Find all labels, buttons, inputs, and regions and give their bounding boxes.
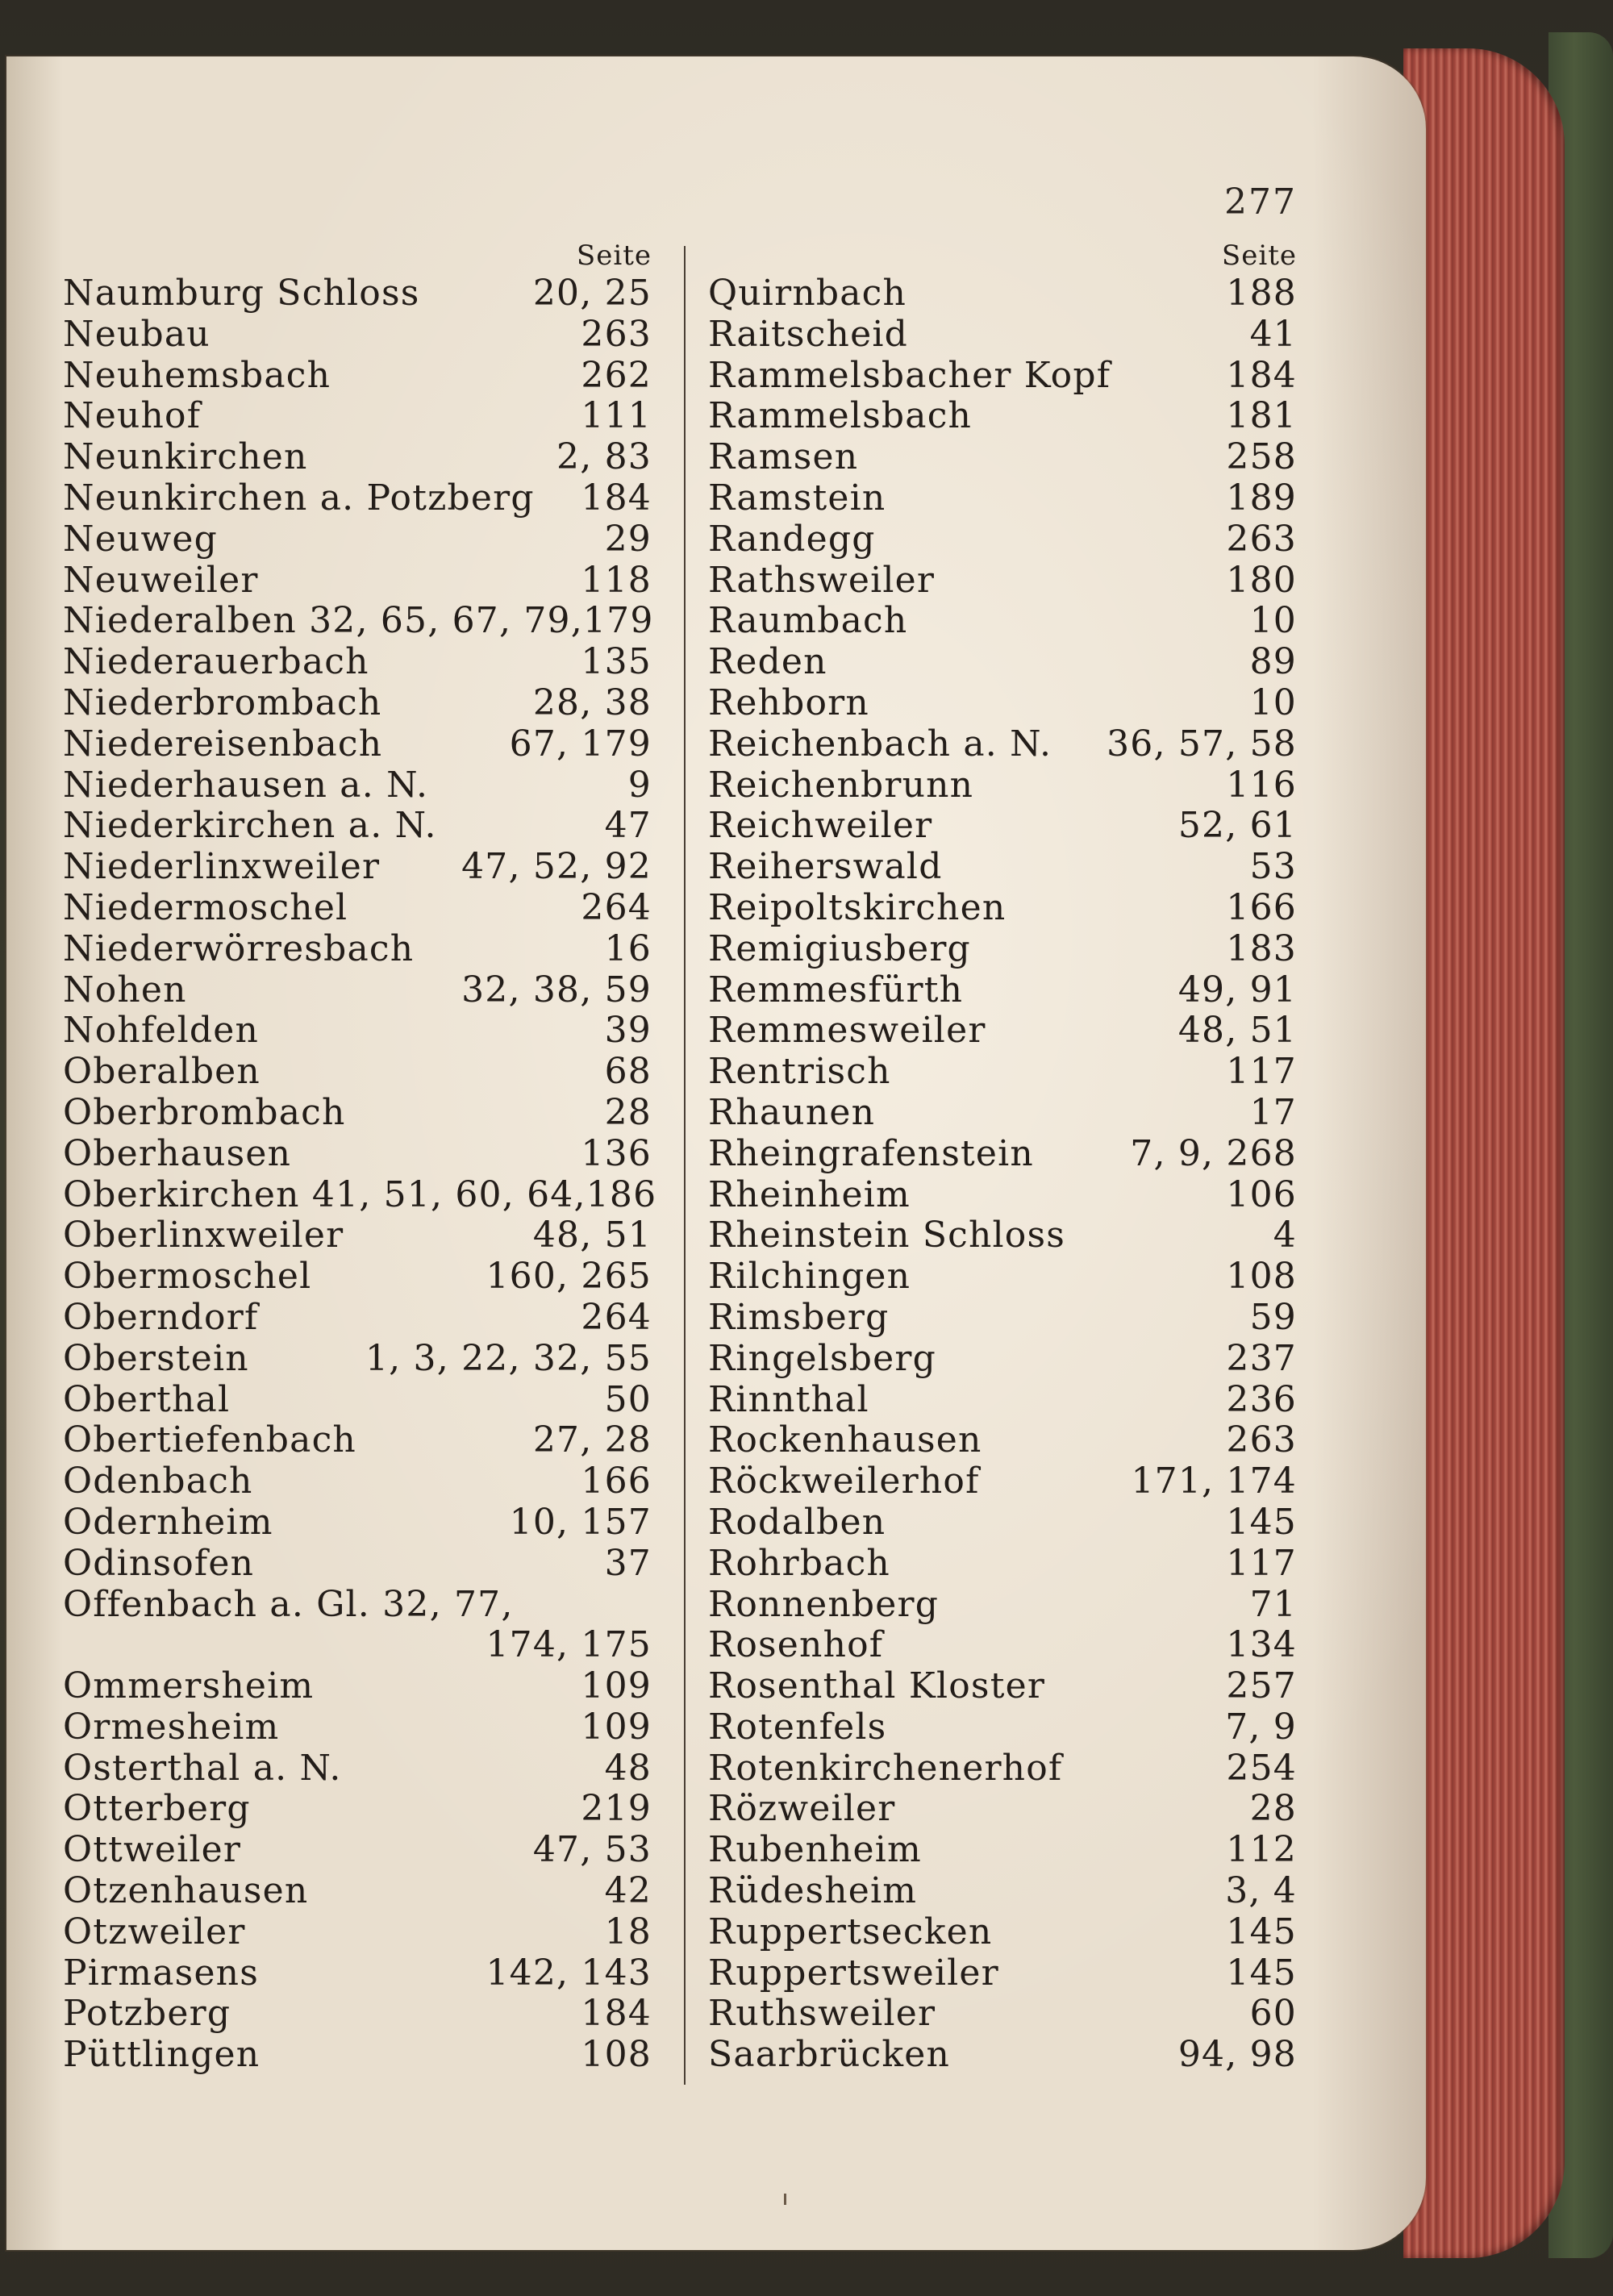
entry-name: Ottweiler (63, 1829, 242, 1871)
index-entry (708, 273, 1297, 315)
entry-pages: 67, 179 (509, 723, 652, 765)
page-mark (784, 2194, 786, 2205)
index-entry (63, 1994, 652, 2035)
entry-pages: 181 (1226, 395, 1297, 437)
index-entry (708, 1339, 1297, 1380)
entry-pages: 183 (1226, 927, 1297, 969)
index-entry (708, 2035, 1297, 2076)
entry-name: Ruppertsecken (708, 1911, 993, 1952)
entry-pages: 134 (1226, 1624, 1297, 1666)
index-entry (63, 560, 652, 602)
entry-name: Rheinstein Schloss (708, 1215, 1066, 1256)
index-entry (708, 1544, 1297, 1585)
entry-name: Niederhausen a. N. (63, 764, 429, 806)
index-entry (63, 765, 652, 806)
index-entry (708, 1585, 1297, 1626)
index-entry (708, 1871, 1297, 1912)
entry-pages: 188 (1226, 273, 1297, 314)
entry-name: Ronnenberg (708, 1583, 940, 1625)
index-entry (63, 1625, 652, 1666)
entry-name: Niedereisenbach (63, 723, 383, 765)
index-entry (708, 1625, 1297, 1666)
entry-pages: 263 (581, 313, 652, 355)
entry-name: Rehborn (708, 681, 869, 723)
entry-pages: 68 (604, 1051, 652, 1093)
entry-name: Randegg (708, 518, 876, 560)
entry-pages: 117 (1226, 1542, 1297, 1584)
right-column-header: Seite (1221, 240, 1297, 272)
entry-name: Ormesheim (63, 1706, 280, 1748)
entry-pages: 264 (581, 1296, 652, 1338)
entry-pages: 109 (581, 1706, 652, 1748)
entry-name: Ramsen (708, 436, 859, 478)
entry-name: Neunkirchen (63, 436, 308, 478)
index-entry (708, 560, 1297, 602)
entry-pages: 174, 175 (486, 1624, 652, 1666)
entry-name: Röckweilerhof (708, 1461, 980, 1502)
entry-pages: 112 (1226, 1829, 1297, 1871)
index-entry (63, 1707, 652, 1748)
entry-pages: 184 (581, 1993, 652, 2035)
entry-pages: 145 (1226, 1501, 1297, 1543)
entry-name: Oberkirchen 41, 51, 60, 64, (63, 1173, 586, 1215)
index-entry (63, 519, 652, 560)
entry-pages: 4 (1273, 1215, 1297, 1256)
entry-pages: 17 (1249, 1091, 1297, 1133)
entry-pages: 180 (1226, 559, 1297, 601)
entry-name: Rimsberg (708, 1296, 890, 1338)
index-entry (63, 1953, 652, 1994)
entry-name: Otzenhausen (63, 1870, 309, 1912)
entry-name: Odernheim (63, 1501, 273, 1543)
left-column (63, 238, 657, 2076)
index-entry (63, 1871, 652, 1912)
index-entry (63, 601, 652, 642)
index-entry (708, 1093, 1297, 1134)
index-entry (708, 642, 1297, 683)
entry-name: Niederlinxweiler (63, 846, 381, 888)
entry-name: Niederalben 32, 65, 67, 79, (63, 600, 583, 642)
index-entry (708, 765, 1297, 806)
entry-name: Rilchingen (708, 1256, 911, 1298)
column-divider (684, 246, 686, 2085)
index-entry (708, 1912, 1297, 1953)
entry-pages: 39 (604, 1010, 652, 1052)
entry-name: Niederauerbach (63, 641, 369, 683)
left-column-header: Seite (576, 240, 652, 272)
index-entry (708, 1994, 1297, 2035)
entry-pages: 10 (1249, 600, 1297, 642)
index-entry (708, 1380, 1297, 1421)
entry-name: Oberalben (63, 1051, 260, 1093)
entry-pages: 48 (604, 1747, 652, 1789)
index-entry (63, 1215, 652, 1256)
entry-pages: 9 (627, 764, 652, 806)
index-entry (63, 888, 652, 929)
entry-name: Oberthal (63, 1378, 231, 1420)
entry-name: Rubenheim (708, 1829, 922, 1871)
entry-name: Niedermoschel (63, 886, 348, 928)
index-entry (708, 396, 1297, 437)
entry-pages: 254 (1226, 1747, 1297, 1789)
index-entry (63, 478, 652, 519)
entry-name: Reiherswald (708, 846, 943, 888)
index-entry (63, 1052, 652, 1093)
index-entry (63, 1380, 652, 1421)
entry-name: Niederbrombach (63, 681, 382, 723)
index-entry (708, 1256, 1297, 1298)
entry-pages: 262 (581, 354, 652, 396)
index-entry (708, 888, 1297, 929)
index-entry (63, 642, 652, 683)
entry-name: Rinnthal (708, 1378, 869, 1420)
entry-pages: 145 (1226, 1952, 1297, 1994)
entry-pages: 41 (1249, 313, 1297, 355)
entry-name: Saarbrücken (708, 2034, 951, 2076)
index-entry (63, 1789, 652, 1830)
entry-name: Raumbach (708, 600, 908, 642)
index-entry (708, 1461, 1297, 1502)
entry-name: Naumburg Schloss (63, 273, 420, 314)
entry-pages: 7, 9 (1225, 1706, 1297, 1748)
index-entry (708, 1666, 1297, 1707)
entry-name: Rammelsbacher Kopf (708, 354, 1111, 396)
entry-name: Ringelsberg (708, 1337, 937, 1379)
right-entries-list (708, 273, 1297, 2076)
index-entry (63, 1134, 652, 1175)
index-entry (63, 1666, 652, 1707)
index-entry (708, 519, 1297, 560)
entry-pages: 117 (1226, 1051, 1297, 1093)
entry-pages: 237 (1226, 1337, 1297, 1379)
index-entry (63, 1461, 652, 1502)
entry-name: Rathsweiler (708, 559, 936, 601)
index-entry (708, 929, 1297, 970)
entry-name: Neuweg (63, 518, 218, 560)
entry-name: Ramstein (708, 477, 886, 519)
entry-name: Raitscheid (708, 313, 908, 355)
right-column (708, 238, 1297, 2076)
entry-name: Pirmasens (63, 1952, 260, 1994)
entry-pages: 47, 52, 92 (461, 846, 652, 888)
entry-pages: 111 (581, 395, 652, 437)
entry-name: Nohfelden (63, 1010, 260, 1052)
index-entry (708, 847, 1297, 888)
left-entries-list (63, 273, 657, 2076)
entry-name: Rosenthal Kloster (708, 1665, 1046, 1707)
index-entry (708, 1953, 1297, 1994)
entry-pages: 264 (581, 886, 652, 928)
entry-pages: 48, 51 (532, 1215, 652, 1256)
entry-pages: 179 (582, 600, 654, 642)
index-entry (63, 1585, 652, 1626)
index-entry (708, 1420, 1297, 1461)
index-entry (63, 1173, 657, 1216)
index-entry (708, 1010, 1297, 1052)
index-entry (63, 1298, 652, 1339)
entry-pages: 160, 265 (486, 1256, 652, 1298)
entry-name: Remmesfürth (708, 969, 964, 1010)
entry-pages: 52, 61 (1177, 805, 1297, 847)
entry-pages: 28 (604, 1091, 652, 1133)
index-entry (708, 1134, 1297, 1175)
index-entry (708, 683, 1297, 724)
index-entry (63, 1256, 652, 1298)
entry-pages: 89 (1249, 641, 1297, 683)
index-entry (708, 601, 1297, 642)
entry-pages: 53 (1249, 846, 1297, 888)
entry-pages: 263 (1226, 518, 1297, 560)
index-entry (708, 1502, 1297, 1544)
entry-pages: 60 (1249, 1993, 1297, 2035)
entry-pages: 258 (1226, 436, 1297, 478)
entry-name: Rodalben (708, 1501, 886, 1543)
index-entry (63, 1912, 652, 1953)
entry-name: Reichenbach a. N. (708, 723, 1052, 765)
entry-pages: 47 (604, 805, 652, 847)
entry-pages: 28 (1249, 1788, 1297, 1830)
entry-pages: 50 (604, 1378, 652, 1420)
entry-name: Otzweiler (63, 1911, 246, 1952)
index-entry (63, 396, 652, 437)
entry-name: Püttlingen (63, 2034, 260, 2076)
index-entry (63, 970, 652, 1011)
entry-pages: 10, 157 (509, 1501, 652, 1543)
index-entry (708, 1707, 1297, 1748)
entry-name: Reipoltskirchen (708, 886, 1007, 928)
entry-name: Quirnbach (708, 273, 907, 314)
entry-name: Odinsofen (63, 1542, 255, 1584)
entry-pages: 186 (586, 1173, 657, 1215)
entry-name: Rüdesheim (708, 1870, 918, 1912)
entry-name: Ruppertsweiler (708, 1952, 999, 1994)
entry-pages: 109 (581, 1665, 652, 1707)
entry-pages: 1, 3, 22, 32, 55 (365, 1337, 652, 1379)
entry-pages: 36, 57, 58 (1107, 723, 1297, 765)
entry-pages: 116 (1226, 764, 1297, 806)
entry-name: Oberndorf (63, 1296, 259, 1338)
index-entry (63, 315, 652, 356)
entry-name: Ommersheim (63, 1665, 315, 1707)
entry-name: Osterthal a. N. (63, 1747, 342, 1789)
entry-name: Otterberg (63, 1788, 251, 1830)
index-entry (63, 356, 652, 397)
entry-name: Oberstein (63, 1337, 249, 1379)
entry-name: Neuhof (63, 395, 202, 437)
entry-name: Oberlinxweiler (63, 1215, 344, 1256)
entry-pages: 42 (604, 1870, 652, 1912)
entry-pages: 142, 143 (486, 1952, 652, 1994)
entry-pages: 16 (604, 927, 652, 969)
entry-name: Oberhausen (63, 1132, 292, 1174)
entry-pages: 118 (581, 559, 652, 601)
entry-name: Neuhemsbach (63, 354, 331, 396)
entry-pages: 135 (581, 641, 652, 683)
index-entry (708, 1215, 1297, 1256)
entry-name: Obermoschel (63, 1256, 312, 1298)
entry-pages: 106 (1226, 1173, 1297, 1215)
entry-name: Remigiusberg (708, 927, 971, 969)
index-entry (63, 847, 652, 888)
entry-name: Rohrbach (708, 1542, 890, 1584)
index-entry (708, 1298, 1297, 1339)
entry-name: Rentrisch (708, 1051, 891, 1093)
entry-pages: 48, 51 (1177, 1010, 1297, 1052)
entry-name: Nohen (63, 969, 187, 1010)
index-entry (708, 1175, 1297, 1216)
entry-pages: 7, 9, 268 (1130, 1132, 1297, 1174)
entry-name: Obertiefenbach (63, 1419, 356, 1461)
entry-pages: 145 (1226, 1911, 1297, 1952)
index-entry (63, 1420, 652, 1461)
entry-pages: 10 (1249, 681, 1297, 723)
index-entry (63, 2035, 652, 2076)
entry-pages: 2, 83 (556, 436, 652, 478)
entry-pages: 32, 38, 59 (461, 969, 652, 1010)
entry-pages: 184 (1226, 354, 1297, 396)
index-entry (63, 724, 652, 765)
entry-name: Neunkirchen a. Potzberg (63, 477, 535, 519)
index-entry (63, 437, 652, 478)
entry-name: Neuweiler (63, 559, 259, 601)
entry-pages: 166 (1226, 886, 1297, 928)
page-edges (1403, 48, 1565, 2258)
entry-pages: 27, 28 (532, 1419, 652, 1461)
entry-name: Niederwörresbach (63, 927, 415, 969)
entry-name: Potzberg (63, 1993, 231, 2035)
entry-name: Reichenbrunn (708, 764, 974, 806)
entry-name: Neubau (63, 313, 210, 355)
entry-pages: 94, 98 (1177, 2034, 1297, 2076)
index-entry (63, 683, 652, 724)
index-entry (708, 1830, 1297, 1871)
index-entry (63, 806, 652, 847)
entry-pages: 136 (581, 1132, 652, 1174)
index-entry (63, 273, 652, 315)
entry-name: Rotenfels (708, 1706, 887, 1748)
index-entry (63, 1544, 652, 1585)
entry-name: Oberbrombach (63, 1091, 346, 1133)
entry-pages: 71 (1249, 1583, 1297, 1625)
entry-name: Rotenkirchenerhof (708, 1747, 1063, 1789)
entry-pages: 47, 53 (532, 1829, 652, 1871)
entry-name: Reichweiler (708, 805, 933, 847)
entry-name: Rheingrafenstein (708, 1132, 1034, 1174)
entry-pages: 108 (581, 2034, 652, 2076)
entry-name: Ruthsweiler (708, 1993, 936, 2035)
index-entry (708, 1789, 1297, 1830)
page-number: 277 (1224, 181, 1297, 223)
entry-pages: 59 (1249, 1296, 1297, 1338)
index-entry (708, 478, 1297, 519)
entry-pages: 166 (581, 1461, 652, 1502)
entry-name: Niederkirchen a. N. (63, 805, 437, 847)
entry-pages: 257 (1226, 1665, 1297, 1707)
index-entry (708, 724, 1297, 765)
entry-name: Reden (708, 641, 827, 683)
entry-name: Rheinheim (708, 1173, 911, 1215)
index-entry (708, 356, 1297, 397)
entry-pages: 184 (581, 477, 652, 519)
entry-pages: 18 (604, 1911, 652, 1952)
entry-pages: 20, 25 (532, 273, 652, 314)
index-entry (708, 1052, 1297, 1093)
entry-pages: 236 (1226, 1378, 1297, 1420)
index-entry (63, 1748, 652, 1790)
entry-name: Rammelsbach (708, 395, 973, 437)
index-entry (63, 1830, 652, 1871)
index-entry (63, 1502, 652, 1544)
entry-pages: 189 (1226, 477, 1297, 519)
entry-pages: 219 (581, 1788, 652, 1830)
entry-pages: 263 (1226, 1419, 1297, 1461)
entry-name: Offenbach a. Gl. 32, 77, (63, 1583, 514, 1625)
index-entry (708, 970, 1297, 1011)
entry-pages: 37 (604, 1542, 652, 1584)
entry-pages: 171, 174 (1131, 1461, 1297, 1502)
entry-name: Rosenhof (708, 1624, 884, 1666)
index-entry (63, 1093, 652, 1134)
entry-name: Rözweiler (708, 1788, 896, 1830)
index-entry (708, 315, 1297, 356)
entry-name: Odenbach (63, 1461, 253, 1502)
index-entry (708, 437, 1297, 478)
entry-pages: 3, 4 (1225, 1870, 1297, 1912)
entry-name: Remmesweiler (708, 1010, 986, 1052)
entry-pages: 49, 91 (1177, 969, 1297, 1010)
index-entry (63, 1010, 652, 1052)
index-entry (63, 1339, 652, 1380)
index-entry (63, 929, 652, 970)
entry-pages: 108 (1226, 1256, 1297, 1298)
entry-name: Rockenhausen (708, 1419, 982, 1461)
index-entry (708, 806, 1297, 847)
entry-pages: 29 (604, 518, 652, 560)
entry-pages: 28, 38 (532, 681, 652, 723)
entry-name: Rhaunen (708, 1091, 876, 1133)
index-entry (708, 1748, 1297, 1790)
